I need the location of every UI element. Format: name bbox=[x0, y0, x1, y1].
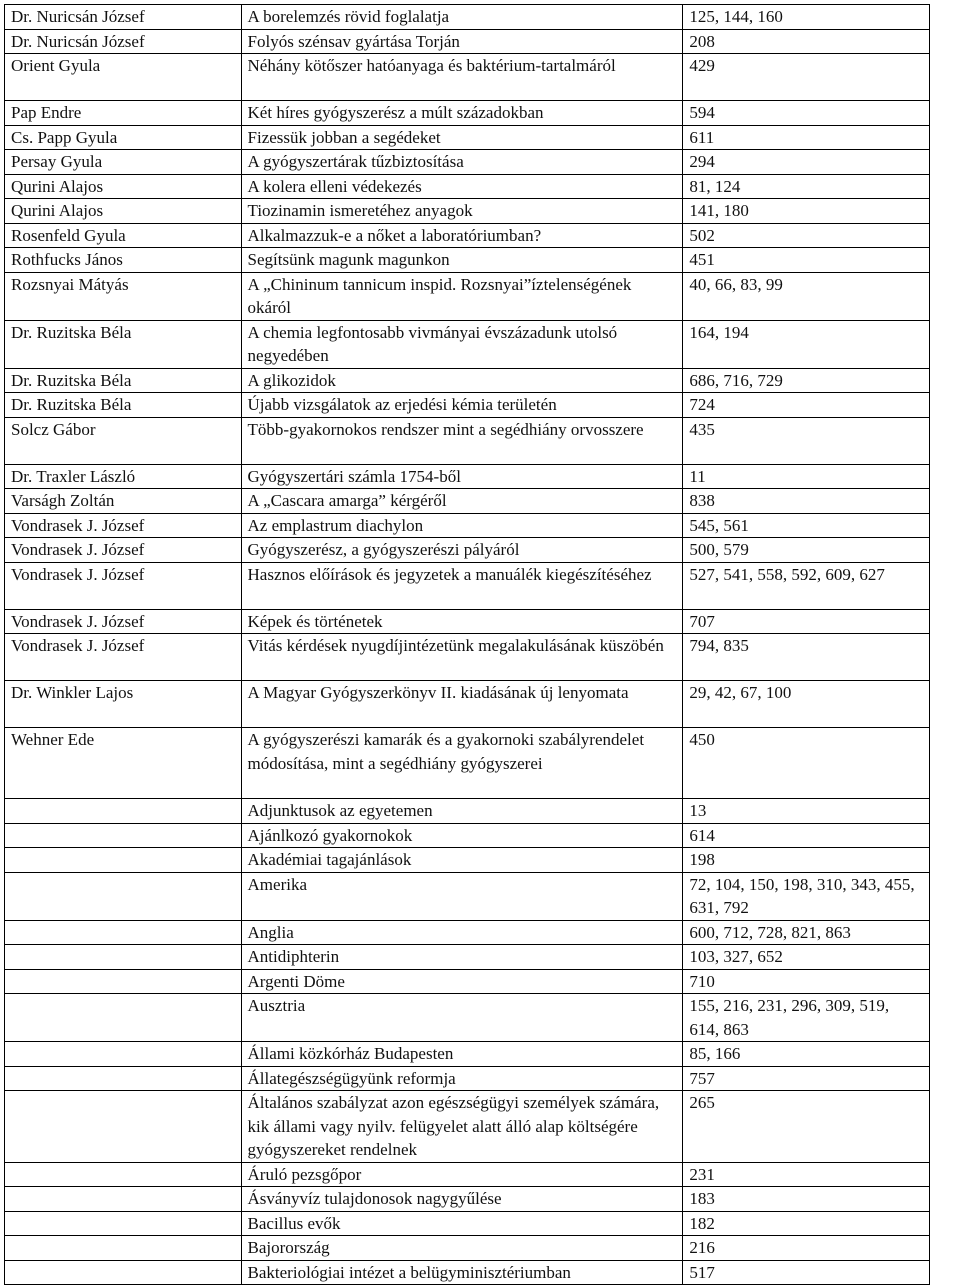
title-cell: Ausztria bbox=[241, 994, 683, 1042]
pages-cell: 294 bbox=[683, 150, 930, 175]
author-cell: Dr. Ruzitska Béla bbox=[5, 393, 242, 418]
author-cell: Rozsnyai Mátyás bbox=[5, 272, 242, 320]
author-cell: Qurini Alajos bbox=[5, 199, 242, 224]
pages-cell: 502 bbox=[683, 223, 930, 248]
table-row bbox=[5, 150, 930, 175]
author-cell bbox=[5, 969, 242, 994]
table-row bbox=[5, 417, 930, 464]
title-cell: Segítsünk magunk magunkon bbox=[241, 248, 683, 273]
pages-cell: 85, 166 bbox=[683, 1042, 930, 1067]
title-cell: Amerika bbox=[241, 872, 683, 920]
pages-cell: 13 bbox=[683, 799, 930, 824]
pages-cell: 164, 194 bbox=[683, 320, 930, 368]
author-cell bbox=[5, 1091, 242, 1163]
title-cell: Állategészségügyünk reformja bbox=[241, 1066, 683, 1091]
title-cell: Vitás kérdések nyugdíjintézetünk megalakulásának küszöbén bbox=[241, 634, 683, 681]
title-cell: Állami közkórház Budapesten bbox=[241, 1042, 683, 1067]
author-cell: Dr. Nuricsán József bbox=[5, 29, 242, 54]
title-cell: Akadémiai tagajánlások bbox=[241, 848, 683, 873]
table-row bbox=[5, 125, 930, 150]
title-cell: Folyós szénsav gyártása Torján bbox=[241, 29, 683, 54]
author-cell bbox=[5, 1211, 242, 1236]
table-row bbox=[5, 513, 930, 538]
table-row bbox=[5, 1162, 930, 1187]
author-cell: Vondrasek J. József bbox=[5, 513, 242, 538]
pages-cell: 686, 716, 729 bbox=[683, 368, 930, 393]
author-cell bbox=[5, 1162, 242, 1187]
table-row bbox=[5, 634, 930, 681]
table-row bbox=[5, 1187, 930, 1212]
title-cell: Hasznos előírások és jegyzetek a manuálék kiegészítéséhez bbox=[241, 562, 683, 609]
pages-cell: 794, 835 bbox=[683, 634, 930, 681]
table-row bbox=[5, 872, 930, 920]
pages-cell: 216 bbox=[683, 1236, 930, 1261]
table-row bbox=[5, 920, 930, 945]
title-cell: A glikozidok bbox=[241, 368, 683, 393]
pages-cell: 724 bbox=[683, 393, 930, 418]
author-cell: Dr. Ruzitska Béla bbox=[5, 368, 242, 393]
author-cell: Orient Gyula bbox=[5, 54, 242, 101]
pages-cell: 125, 144, 160 bbox=[683, 5, 930, 30]
author-cell bbox=[5, 799, 242, 824]
table-row bbox=[5, 199, 930, 224]
title-cell: Tiozinamin ismeretéhez anyagok bbox=[241, 199, 683, 224]
author-cell: Dr. Winkler Lajos bbox=[5, 681, 242, 728]
pages-cell: 451 bbox=[683, 248, 930, 273]
pages-cell: 500, 579 bbox=[683, 538, 930, 563]
author-cell bbox=[5, 1236, 242, 1261]
pages-cell: 265 bbox=[683, 1091, 930, 1163]
title-cell: Néhány kötőszer hatóanyaga és baktérium-tartalmáról bbox=[241, 54, 683, 101]
title-cell: Bajorország bbox=[241, 1236, 683, 1261]
title-cell: A borelemzés rövid foglalatja bbox=[241, 5, 683, 30]
table-row bbox=[5, 393, 930, 418]
pages-cell: 707 bbox=[683, 609, 930, 634]
title-cell: Antidiphterin bbox=[241, 945, 683, 970]
author-cell: Wehner Ede bbox=[5, 728, 242, 799]
table-row bbox=[5, 681, 930, 728]
table-row bbox=[5, 1260, 930, 1285]
table-row bbox=[5, 945, 930, 970]
author-cell: Dr. Nuricsán József bbox=[5, 5, 242, 30]
author-cell: Qurini Alajos bbox=[5, 174, 242, 199]
pages-cell: 710 bbox=[683, 969, 930, 994]
author-cell: Solcz Gábor bbox=[5, 417, 242, 464]
pages-cell: 600, 712, 728, 821, 863 bbox=[683, 920, 930, 945]
table-row bbox=[5, 101, 930, 126]
author-cell bbox=[5, 1187, 242, 1212]
author-cell bbox=[5, 872, 242, 920]
pages-cell: 527, 541, 558, 592, 609, 627 bbox=[683, 562, 930, 609]
author-cell: Dr. Traxler László bbox=[5, 464, 242, 489]
title-cell: A Magyar Gyógyszerkönyv II. kiadásának új lenyomata bbox=[241, 681, 683, 728]
pages-cell: 614 bbox=[683, 823, 930, 848]
author-cell bbox=[5, 994, 242, 1042]
title-cell: A „Cascara amarga” kérgéről bbox=[241, 489, 683, 514]
title-cell: Anglia bbox=[241, 920, 683, 945]
author-cell: Vondrasek J. József bbox=[5, 609, 242, 634]
title-cell: Fizessük jobban a segédeket bbox=[241, 125, 683, 150]
title-cell: A kolera elleni védekezés bbox=[241, 174, 683, 199]
pages-cell: 155, 216, 231, 296, 309, 519, 614, 863 bbox=[683, 994, 930, 1042]
author-cell: Vondrasek J. József bbox=[5, 634, 242, 681]
table-row bbox=[5, 562, 930, 609]
author-cell bbox=[5, 1042, 242, 1067]
title-cell: Alkalmazzuk-e a nőket a laboratóriumban? bbox=[241, 223, 683, 248]
author-cell: Pap Endre bbox=[5, 101, 242, 126]
author-cell: Persay Gyula bbox=[5, 150, 242, 175]
pages-cell: 198 bbox=[683, 848, 930, 873]
pages-cell: 757 bbox=[683, 1066, 930, 1091]
pages-cell: 208 bbox=[683, 29, 930, 54]
pages-cell: 103, 327, 652 bbox=[683, 945, 930, 970]
table-row bbox=[5, 29, 930, 54]
pages-cell: 183 bbox=[683, 1187, 930, 1212]
title-cell: Az emplastrum diachylon bbox=[241, 513, 683, 538]
pages-cell: 435 bbox=[683, 417, 930, 464]
pages-cell: 231 bbox=[683, 1162, 930, 1187]
pages-cell: 594 bbox=[683, 101, 930, 126]
pages-cell: 182 bbox=[683, 1211, 930, 1236]
title-cell: A „Chininum tannicum inspid. Rozsnyai”íztelenségének okáról bbox=[241, 272, 683, 320]
table-row bbox=[5, 1236, 930, 1261]
table-row bbox=[5, 320, 930, 368]
author-cell bbox=[5, 1066, 242, 1091]
pages-cell: 29, 42, 67, 100 bbox=[683, 681, 930, 728]
title-cell: Újabb vizsgálatok az erjedési kémia területén bbox=[241, 393, 683, 418]
table-row bbox=[5, 5, 930, 30]
title-cell: Ajánlkozó gyakornokok bbox=[241, 823, 683, 848]
pages-cell: 141, 180 bbox=[683, 199, 930, 224]
pages-cell: 72, 104, 150, 198, 310, 343, 455, 631, 792 bbox=[683, 872, 930, 920]
author-cell: Rothfucks János bbox=[5, 248, 242, 273]
table-row bbox=[5, 489, 930, 514]
title-cell: Áruló pezsgőpor bbox=[241, 1162, 683, 1187]
table-row bbox=[5, 174, 930, 199]
title-cell: Több-gyakornokos rendszer mint a segédhiány orvosszere bbox=[241, 417, 683, 464]
table-row bbox=[5, 969, 930, 994]
table-row bbox=[5, 1042, 930, 1067]
pages-cell: 81, 124 bbox=[683, 174, 930, 199]
title-cell: Képek és történetek bbox=[241, 609, 683, 634]
author-cell: Rosenfeld Gyula bbox=[5, 223, 242, 248]
table-row bbox=[5, 994, 930, 1042]
pages-cell: 611 bbox=[683, 125, 930, 150]
table-row bbox=[5, 1066, 930, 1091]
title-cell: Általános szabályzat azon egészségügyi személyek számára, kik állami vagy nyilv. felügyelet alatt álló alap költségére gyógyszereket rendelnek bbox=[241, 1091, 683, 1163]
title-cell: Argenti Döme bbox=[241, 969, 683, 994]
title-cell: Két híres gyógyszerész a múlt századokban bbox=[241, 101, 683, 126]
table-row bbox=[5, 609, 930, 634]
article-index-body bbox=[5, 5, 930, 1285]
index-page bbox=[4, 4, 930, 1285]
title-cell: A chemia legfontosabb vivmányai évszázadunk utolsó negyedében bbox=[241, 320, 683, 368]
title-cell: A gyógyszertárak tűzbiztosítása bbox=[241, 150, 683, 175]
author-cell: Varságh Zoltán bbox=[5, 489, 242, 514]
table-row bbox=[5, 728, 930, 799]
pages-cell: 40, 66, 83, 99 bbox=[683, 272, 930, 320]
table-row bbox=[5, 823, 930, 848]
table-row bbox=[5, 848, 930, 873]
author-cell bbox=[5, 1260, 242, 1285]
author-cell: Dr. Ruzitska Béla bbox=[5, 320, 242, 368]
author-cell bbox=[5, 945, 242, 970]
title-cell: Adjunktusok az egyetemen bbox=[241, 799, 683, 824]
pages-cell: 11 bbox=[683, 464, 930, 489]
table-row bbox=[5, 272, 930, 320]
author-cell: Cs. Papp Gyula bbox=[5, 125, 242, 150]
pages-cell: 545, 561 bbox=[683, 513, 930, 538]
pages-cell: 429 bbox=[683, 54, 930, 101]
title-cell: Gyógyszerész, a gyógyszerészi pályáról bbox=[241, 538, 683, 563]
pages-cell: 450 bbox=[683, 728, 930, 799]
author-cell: Vondrasek J. József bbox=[5, 562, 242, 609]
title-cell: A gyógyszerészi kamarák és a gyakornoki szabályrendelet módosítása, mint a segédhiány gyógyszerei bbox=[241, 728, 683, 799]
author-cell bbox=[5, 823, 242, 848]
article-index-table bbox=[4, 4, 930, 1285]
title-cell: Ásványvíz tulajdonosok nagygyűlése bbox=[241, 1187, 683, 1212]
title-cell: Gyógyszertári számla 1754-ből bbox=[241, 464, 683, 489]
pages-cell: 517 bbox=[683, 1260, 930, 1285]
table-row bbox=[5, 1211, 930, 1236]
author-cell bbox=[5, 848, 242, 873]
table-row bbox=[5, 368, 930, 393]
title-cell: Bacillus evők bbox=[241, 1211, 683, 1236]
table-row bbox=[5, 54, 930, 101]
table-row bbox=[5, 223, 930, 248]
pages-cell: 838 bbox=[683, 489, 930, 514]
table-row bbox=[5, 248, 930, 273]
author-cell bbox=[5, 920, 242, 945]
table-row bbox=[5, 464, 930, 489]
table-row bbox=[5, 538, 930, 563]
author-cell: Vondrasek J. József bbox=[5, 538, 242, 563]
table-row bbox=[5, 799, 930, 824]
title-cell: Bakteriológiai intézet a belügyminisztériumban bbox=[241, 1260, 683, 1285]
table-row bbox=[5, 1091, 930, 1163]
